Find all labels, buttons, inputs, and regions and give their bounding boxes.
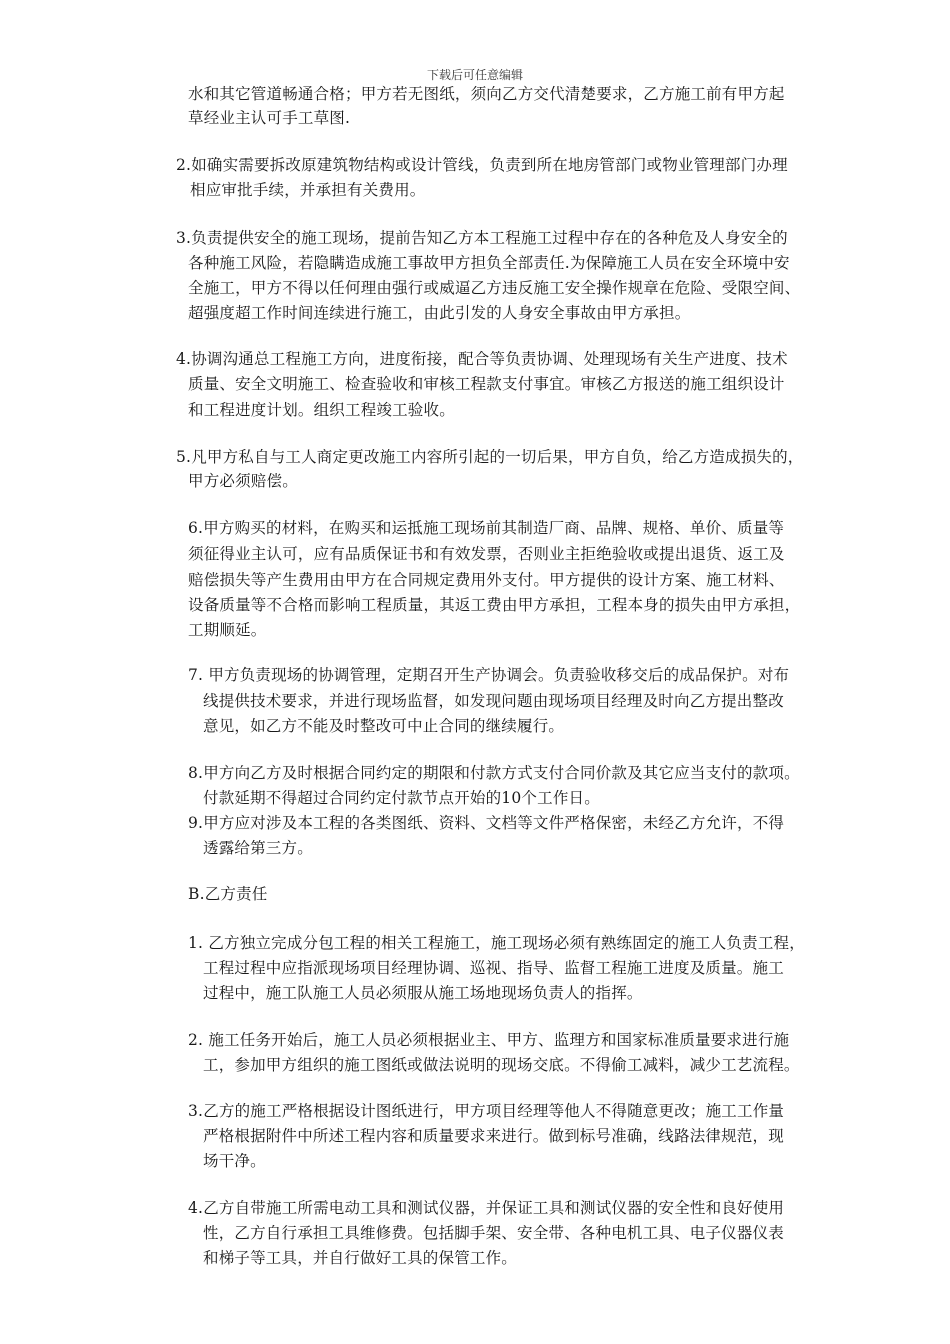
text-line: 线提供技术要求，并进行现场监督，如发现问题由现场项目经理及时向乙方提出整改 bbox=[203, 692, 784, 710]
text-line: 草经业主认可手工草图. bbox=[188, 109, 351, 127]
text-line: 相应审批手续，并承担有关费用。 bbox=[190, 181, 426, 199]
text-line: 工程过程中应指派现场项目经理协调、巡视、指导、监督工程施工进度及质量。施工 bbox=[203, 959, 784, 977]
text-line: 意见，如乙方不能及时整改可中止合同的继续履行。 bbox=[203, 717, 565, 735]
text-line: 全施工，甲方不得以任何理由强行或威逼乙方违反施工安全操作规章在危险、受限空间、 bbox=[188, 279, 801, 297]
text-line: 3.乙方的施工严格根据设计图纸进行，甲方项目经理等他人不得随意更改；施工工作量 bbox=[188, 1102, 785, 1120]
text-line: 付款延期不得超过合同约定付款节点开始的10个工作日。 bbox=[203, 789, 600, 807]
text-line: 4.乙方自带施工所需电动工具和测试仪器，并保证工具和测试仪器的安全性和良好使用 bbox=[188, 1199, 785, 1217]
text-line: 工，参加甲方组织的施工图纸或做法说明的现场交底。不得偷工减料，减少工艺流程。 bbox=[203, 1056, 800, 1074]
section-heading: B.乙方责任 bbox=[188, 885, 268, 903]
text-line: 6.甲方购买的材料，在购买和运抵施工现场前其制造厂商、品牌、规格、单价、质量等 bbox=[188, 519, 785, 537]
text-line: 严格根据附件中所述工程内容和质量要求来进行。做到标号准确，线路法律规范，现 bbox=[203, 1127, 784, 1145]
text-line: 赔偿损失等产生费用由甲方在合同规定费用外支付。甲方提供的设计方案、施工材料、 bbox=[188, 571, 785, 589]
text-line: 9.甲方应对涉及本工程的各类图纸、资料、文档等文件严格保密，未经乙方允许，不得 bbox=[188, 814, 785, 832]
text-line: 各种施工风险，若隐瞒造成施工事故甲方担负全部责任.为保障施工人员在安全环境中安 bbox=[188, 254, 790, 272]
text-line: 和工程进度计划。组织工程竣工验收。 bbox=[188, 401, 455, 419]
text-line: 设备质量等不合格而影响工程质量，其返工费由甲方承担，工程本身的损失由甲方承担， bbox=[188, 596, 801, 614]
text-line: 8.甲方向乙方及时根据合同约定的期限和付款方式支付合同价款及其它应当支付的款项。 bbox=[188, 764, 800, 782]
text-line: 7. 甲方负责现场的协调管理，定期召开生产协调会。负责验收移交后的成品保护。对布 bbox=[188, 666, 790, 684]
text-line: 1. 乙方独立完成分包工程的相关工程施工，施工现场必须有熟练固定的施工人负责工程， bbox=[188, 934, 805, 952]
text-line: 超强度超工作时间连续进行施工，由此引发的人身安全事故由甲方承担。 bbox=[188, 304, 691, 322]
text-line: 和梯子等工具，并自行做好工具的保管工作。 bbox=[203, 1249, 518, 1267]
text-line: 水和其它管道畅通合格；甲方若无图纸，须向乙方交代清楚要求，乙方施工前有甲方起 bbox=[188, 85, 785, 103]
text-line: 透露给第三方。 bbox=[203, 839, 313, 857]
text-line: 5.凡甲方私自与工人商定更改施工内容所引起的一切后果，甲方自负，给乙方造成损失的， bbox=[176, 448, 804, 466]
text-line: 甲方必须赔偿。 bbox=[188, 472, 298, 490]
text-line: 2.如确实需要拆改原建筑物结构或设计管线，负责到所在地房管部门或物业管理部门办理 bbox=[176, 156, 788, 174]
text-line: 质量、安全文明施工、检查验收和审核工程款支付事宜。审核乙方报送的施工组织设计 bbox=[188, 375, 785, 393]
text-line: 须征得业主认可，应有品质保证书和有效发票，否则业主拒绝验收或提出退货、返工及 bbox=[188, 545, 785, 563]
text-line: 工期顺延。 bbox=[188, 621, 267, 639]
page-header: 下载后可任意编辑 bbox=[426, 68, 523, 82]
text-line: 场干净。 bbox=[203, 1152, 266, 1170]
text-line: 4.协调沟通总工程施工方向，进度衔接，配合等负责协调、处理现场有关生产进度、技术 bbox=[176, 350, 788, 368]
text-line: 过程中，施工队施工人员必须服从施工场地现场负责人的指挥。 bbox=[203, 984, 643, 1002]
text-line: 2. 施工任务开始后，施工人员必须根据业主、甲方、监理方和国家标准质量要求进行施 bbox=[188, 1031, 790, 1049]
text-line: 性，乙方自行承担工具维修费。包括脚手架、安全带、各种电机工具、电子仪器仪表 bbox=[203, 1224, 784, 1242]
text-line: 3.负责提供安全的施工现场，提前告知乙方本工程施工过程中存在的各种危及人身安全的 bbox=[176, 229, 788, 247]
